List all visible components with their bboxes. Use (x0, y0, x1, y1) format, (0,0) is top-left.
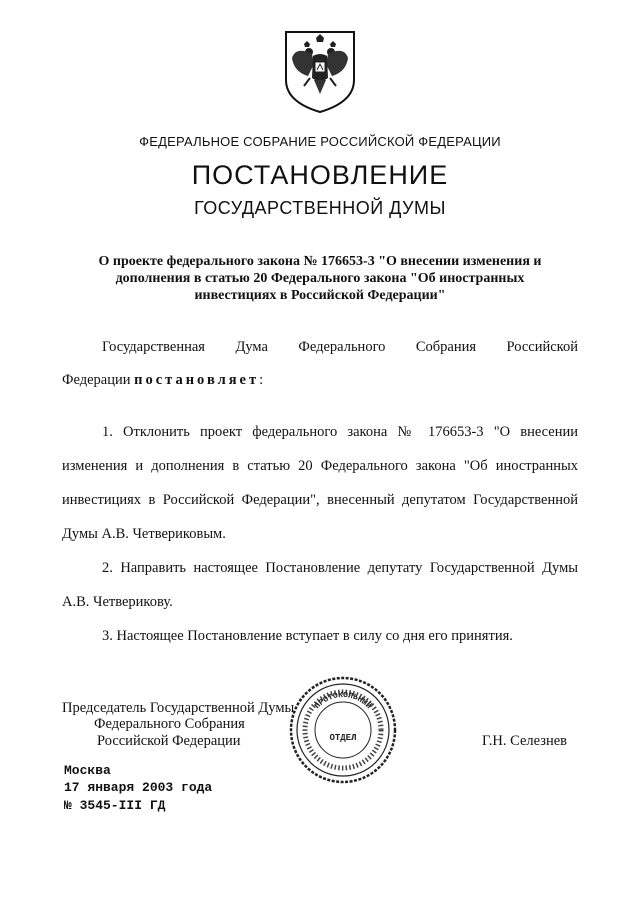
intro-text-line (62, 372, 263, 389)
subject-line: О проекте федерального закона № 176653-3 "О внесении изменения и (98, 254, 542, 269)
document-issuer-title: ГОСУДАРСТВЕННОЙ ДУМЫ (194, 198, 446, 218)
intro-start: Федерации (62, 372, 135, 388)
round-seal-icon (288, 674, 398, 786)
signatory-title-line: Федерального Собрания (94, 716, 245, 732)
coat-of-arms-icon (282, 28, 358, 114)
signatory-title-line: Председатель Государственной Думы (62, 700, 295, 716)
intro-colon: : (259, 372, 264, 388)
stamp-inner-text: ПРОТОКОЛЬНЫЙ (313, 690, 373, 711)
document-type-title: ПОСТАНОВЛЕНИЕ (191, 160, 449, 190)
document-number: № 3545-III ГД (64, 798, 166, 813)
paragraph-1-line: Думы А.В. Четвериковым. (62, 526, 226, 542)
signatory-title-line: Российской Федерации (97, 733, 241, 749)
resolution-verb: постановляет (134, 372, 260, 388)
signatory-name: Г.Н. Селезнев (482, 733, 567, 749)
stamp-center-text: ОТДЕЛ (329, 733, 357, 743)
document-subject (60, 253, 580, 304)
paragraph-2-line: 2. Направить настоящее Постановление депутату Государственной Думы (102, 560, 578, 576)
document-place: Москва (64, 763, 111, 778)
paragraph-3-line: 3. Настоящее Постановление вступает в силу со дня его принятия. (102, 628, 513, 644)
paragraph-1-line: инвестициях в Российской Федерации", внесенный депутатом Государственной (62, 492, 578, 508)
paragraph-1-line: изменения и дополнения в статью 20 Федерального закона "Об иностранных (62, 458, 578, 474)
paragraph-1-line: 1. Отклонить проект федерального закона № 176653-3 "О внесении (102, 424, 578, 440)
paragraph-2-line: А.В. Четверикову. (62, 594, 173, 610)
assembly-heading: ФЕДЕРАЛЬНОЕ СОБРАНИЕ РОССИЙСКОЙ ФЕДЕРАЦИИ (139, 134, 501, 149)
document-date: 17 января 2003 года (64, 780, 213, 795)
subject-line: инвестициях в Российской Федерации" (194, 288, 446, 303)
intro-text-line: Государственная Дума Федерального Собрания Российской (102, 339, 578, 355)
subject-line: дополнения в статью 20 Федерального закона "Об иностранных (115, 271, 525, 286)
